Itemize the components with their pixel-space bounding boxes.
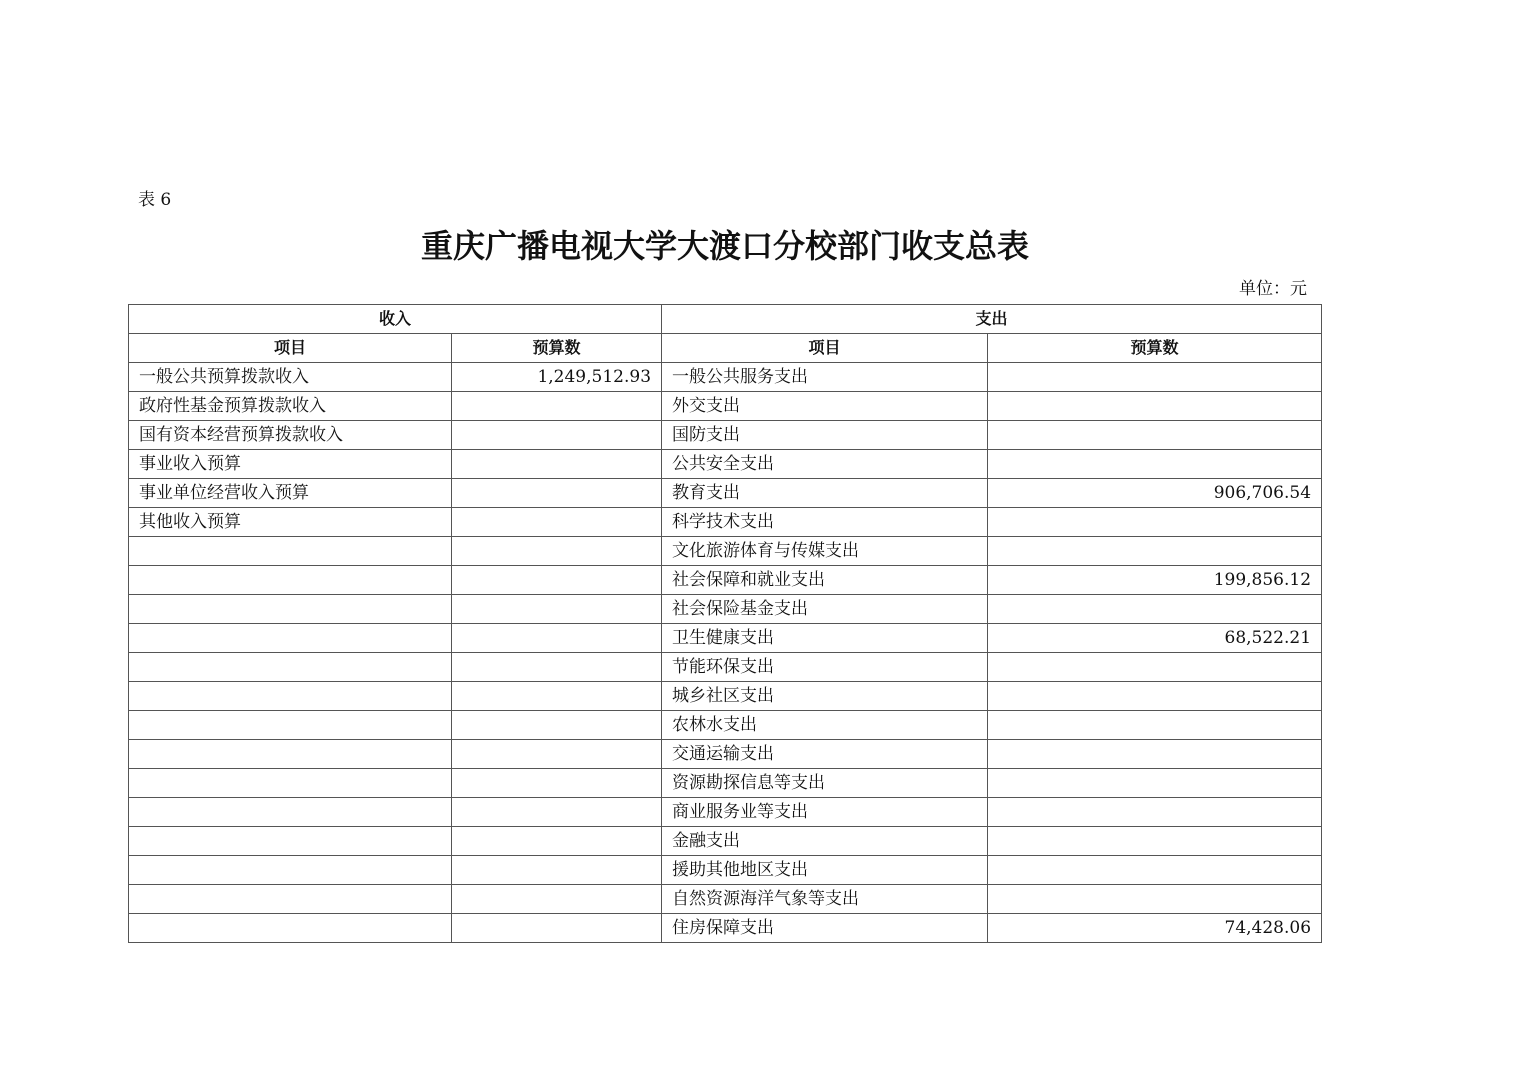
table-header (129, 305, 1322, 363)
income-item-cell: 政府性基金预算拨款收入 (129, 392, 452, 421)
income-amount-cell (452, 392, 662, 421)
income-item-cell (129, 682, 452, 711)
expense-amount-cell (988, 740, 1322, 769)
income-amount-cell (452, 421, 662, 450)
expense-item-cell: 金融支出 (662, 827, 988, 856)
table-row (129, 885, 1322, 914)
expense-item-cell: 社会保障和就业支出 (662, 566, 988, 595)
group-header-row (129, 305, 1322, 334)
income-item-cell (129, 740, 452, 769)
expense-item-cell: 住房保障支出 (662, 914, 988, 943)
income-item-cell (129, 827, 452, 856)
expense-item-cell: 卫生健康支出 (662, 624, 988, 653)
income-item-cell (129, 566, 452, 595)
income-amount-cell (452, 740, 662, 769)
income-amount-cell (452, 914, 662, 943)
table-row (129, 479, 1322, 508)
income-item-cell (129, 798, 452, 827)
expense-amount-cell (988, 450, 1322, 479)
expense-item-cell: 节能环保支出 (662, 653, 988, 682)
income-item-cell (129, 769, 452, 798)
expense-amount-cell (988, 421, 1322, 450)
table-row (129, 914, 1322, 943)
table-row (129, 595, 1322, 624)
income-item-cell (129, 885, 452, 914)
expense-amount-cell (988, 682, 1322, 711)
expense-amount-cell: 68,522.21 (988, 624, 1322, 653)
income-item-cell (129, 711, 452, 740)
income-item-cell (129, 537, 452, 566)
income-amount-cell (452, 624, 662, 653)
table-row (129, 566, 1322, 595)
income-amount-cell (452, 827, 662, 856)
expense-amount-cell (988, 769, 1322, 798)
expense-item-cell: 一般公共服务支出 (662, 363, 988, 392)
income-amount-cell (452, 711, 662, 740)
income-item-header: 项目 (129, 334, 452, 363)
income-item-cell: 一般公共预算拨款收入 (129, 363, 452, 392)
income-amount-header: 预算数 (452, 334, 662, 363)
table-row (129, 624, 1322, 653)
expense-item-cell: 援助其他地区支出 (662, 856, 988, 885)
expense-item-cell: 国防支出 (662, 421, 988, 450)
expense-item-cell: 科学技术支出 (662, 508, 988, 537)
table-row (129, 392, 1322, 421)
table-row (129, 682, 1322, 711)
table-row (129, 827, 1322, 856)
expense-item-cell: 交通运输支出 (662, 740, 988, 769)
expense-amount-cell (988, 392, 1322, 421)
expense-item-cell: 外交支出 (662, 392, 988, 421)
expense-amount-cell: 906,706.54 (988, 479, 1322, 508)
income-group-header: 收入 (129, 305, 662, 334)
income-amount-cell (452, 856, 662, 885)
expense-amount-cell (988, 363, 1322, 392)
expense-amount-cell: 74,428.06 (988, 914, 1322, 943)
expense-amount-cell (988, 827, 1322, 856)
column-header-row (129, 334, 1322, 363)
expense-amount-cell (988, 856, 1322, 885)
table-body (129, 363, 1322, 943)
income-amount-cell (452, 479, 662, 508)
income-amount-cell: 1,249,512.93 (452, 363, 662, 392)
expense-item-header: 项目 (662, 334, 988, 363)
expense-item-cell: 资源勘探信息等支出 (662, 769, 988, 798)
income-amount-cell (452, 566, 662, 595)
income-amount-cell (452, 798, 662, 827)
income-item-cell: 事业收入预算 (129, 450, 452, 479)
income-amount-cell (452, 769, 662, 798)
expense-amount-header: 预算数 (988, 334, 1322, 363)
income-amount-cell (452, 682, 662, 711)
expense-amount-cell (988, 537, 1322, 566)
document-title: 重庆广播电视大学大渡口分校部门收支总表 (420, 227, 1029, 265)
expense-group-header: 支出 (662, 305, 1322, 334)
expense-amount-cell (988, 595, 1322, 624)
table-row (129, 421, 1322, 450)
table-row (129, 711, 1322, 740)
income-item-cell: 其他收入预算 (129, 508, 452, 537)
income-item-cell (129, 653, 452, 682)
expense-item-cell: 农林水支出 (662, 711, 988, 740)
table-number: 表 6 (138, 190, 172, 210)
income-item-cell (129, 624, 452, 653)
income-amount-cell (452, 508, 662, 537)
income-item-cell (129, 595, 452, 624)
expense-item-cell: 文化旅游体育与传媒支出 (662, 537, 988, 566)
table-row (129, 537, 1322, 566)
expense-amount-cell (988, 508, 1322, 537)
income-amount-cell (452, 653, 662, 682)
expense-amount-cell (988, 711, 1322, 740)
income-amount-cell (452, 450, 662, 479)
expense-amount-cell: 199,856.12 (988, 566, 1322, 595)
table-row (129, 508, 1322, 537)
expense-item-cell: 自然资源海洋气象等支出 (662, 885, 988, 914)
table-row (129, 856, 1322, 885)
table-row (129, 798, 1322, 827)
expense-item-cell: 城乡社区支出 (662, 682, 988, 711)
income-item-cell: 事业单位经营收入预算 (129, 479, 452, 508)
unit-label: 单位：元 (1239, 279, 1307, 299)
expense-amount-cell (988, 653, 1322, 682)
expense-amount-cell (988, 798, 1322, 827)
income-item-cell (129, 856, 452, 885)
table-row (129, 363, 1322, 392)
expense-item-cell: 商业服务业等支出 (662, 798, 988, 827)
table-row (129, 740, 1322, 769)
budget-summary-table (128, 304, 1322, 943)
table-row (129, 653, 1322, 682)
income-amount-cell (452, 885, 662, 914)
income-amount-cell (452, 537, 662, 566)
expense-amount-cell (988, 885, 1322, 914)
table-row (129, 450, 1322, 479)
income-amount-cell (452, 595, 662, 624)
table-row (129, 769, 1322, 798)
income-item-cell (129, 914, 452, 943)
income-item-cell: 国有资本经营预算拨款收入 (129, 421, 452, 450)
expense-item-cell: 公共安全支出 (662, 450, 988, 479)
expense-item-cell: 教育支出 (662, 479, 988, 508)
expense-item-cell: 社会保险基金支出 (662, 595, 988, 624)
